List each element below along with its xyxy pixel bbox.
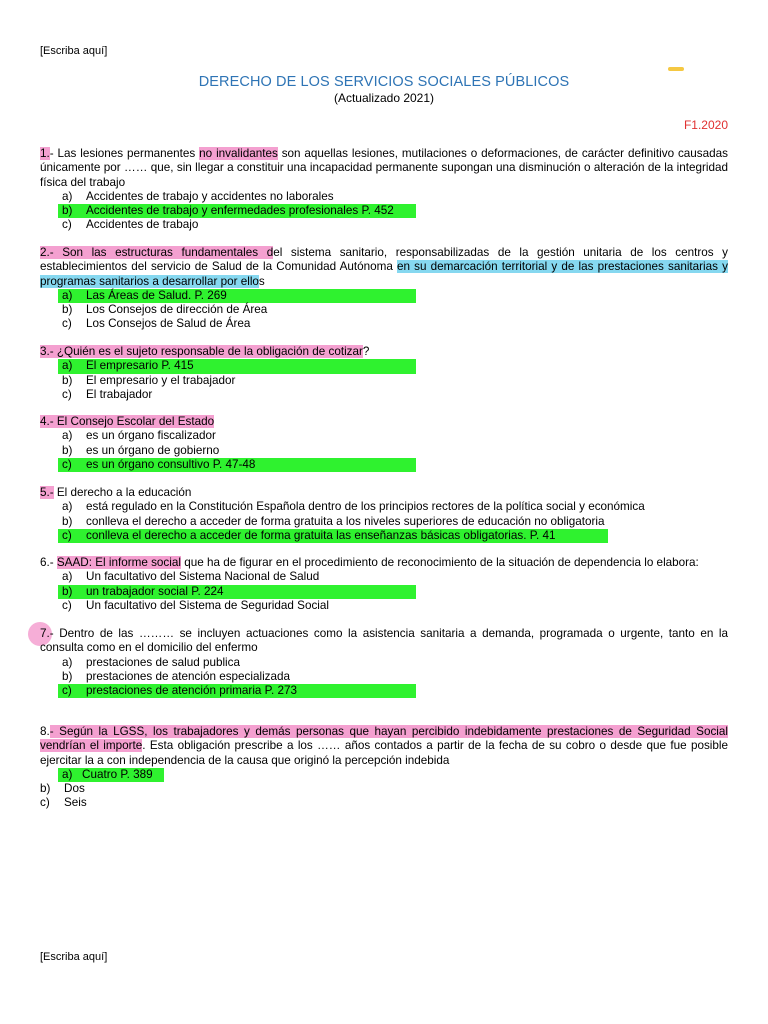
option-a: a) está regulado en la Constitución Española dentro de los principios rectores de la política social y económica	[62, 500, 645, 514]
option-b: b) Dos	[40, 782, 85, 796]
option-b: b) Los Consejos de dirección de Área	[62, 303, 268, 317]
question-number: 1.	[40, 147, 50, 160]
question-text: 3.- ¿Quién es el sujeto responsable de la obligación de cotizar?	[40, 345, 370, 358]
option-c-correct: c) prestaciones de atención primaria P. 273	[58, 684, 416, 698]
options-list	[40, 570, 728, 613]
option-a-correct: a) Cuatro P. 389	[58, 768, 164, 782]
options-list	[40, 500, 728, 543]
options-list	[40, 656, 728, 699]
question-1	[40, 147, 728, 233]
question-2	[40, 246, 728, 332]
question-8	[40, 725, 728, 811]
option-c: c) Los Consejos de Salud de Área	[62, 317, 251, 331]
option-a: a) prestaciones de salud publica	[62, 655, 240, 669]
question-text	[40, 415, 728, 429]
option-a: a) es un órgano fiscalizador	[62, 429, 216, 443]
question-text: 1.- Las lesiones permanentes no invalidantes son aquellas lesiones, mutilaciones o deformaciones, de carácter definitivo causadas únicamente por …… que, sin llegar a constituir una incapacidad permanente supongan una disminución o alteración de la integridad física del trabajo	[40, 147, 728, 189]
option-b: b) es un órgano de gobierno	[62, 443, 220, 457]
highlighted-text: - Según la LGSS, los trabajadores y demás personas que hayan percibido indebidamente prestaciones de Seguridad Social vendrían el importe	[40, 725, 728, 753]
option-c: c) Seis	[40, 796, 87, 810]
option-a-correct: a) Las Áreas de Salud. P. 269	[58, 289, 416, 303]
question-number: 5.-	[40, 486, 54, 499]
option-c: c) Accidentes de trabajo	[62, 218, 199, 232]
question-text: 5.- El derecho a la educación	[40, 486, 192, 499]
page-header: [Escriba aquí]	[40, 45, 108, 57]
option-a: a) Accidentes de trabajo y accidentes no laborales	[62, 189, 334, 203]
option-b-correct: b) Accidentes de trabajo y enfermedades profesionales P. 452	[58, 204, 416, 218]
highlighter-mark	[668, 67, 684, 71]
option-b-correct: b) un trabajador social P. 224	[58, 585, 416, 599]
highlighted-text-blue: en su demarcación territorial y de las prestaciones sanitarias y programas sanitarios a desarrollar por ello	[40, 260, 728, 288]
question-text: 8.- Según la LGSS, los trabajadores y demás personas que hayan percibido indebidamente prestaciones de Seguridad Social vendrían el importe. Esta obligación prescribe a los …… años contados a partir de la fecha de su cobro o desde que fue posible ejercitar la a con independencia de la causa que originó la percepción indebida	[40, 725, 728, 767]
question-text: 2.- Son las estructuras fundamentales del sistema sanitario, responsabilizadas de la gestión unitaria de los centros y establecimientos del servicio de Salud de la Comunidad Autónoma en su demarcación territorial y de las prestaciones sanitarias y programas sanitarios a desarrollar por ellos	[40, 246, 729, 288]
option-b: b) prestaciones de atención especializada	[62, 669, 291, 683]
highlighted-text: 2.- Son las estructuras fundamentales d	[40, 246, 274, 259]
question-4	[40, 415, 728, 472]
option-c: c) Un facultativo del Sistema de Seguridad Social	[62, 598, 329, 612]
options-list	[40, 429, 728, 472]
option-b: b) El empresario y el trabajador	[62, 373, 236, 387]
option-a: a) Un facultativo del Sistema Nacional de Salud	[62, 570, 320, 584]
question-text: 6.- SAAD: El informe social que ha de figurar en el procedimiento de reconocimiento de la situación de dependencia lo elabora:	[40, 556, 699, 569]
document-title: DERECHO DE LOS SERVICIOS SOCIALES PÚBLICOS	[198, 74, 570, 90]
highlighted-text: 3.- ¿Quién es el sujeto responsable de la obligación de cotizar	[40, 345, 363, 358]
options-list	[40, 289, 728, 332]
option-c-correct: c) es un órgano consultivo P. 47-48	[58, 458, 416, 472]
document-subtitle: (Actualizado 2021)	[333, 91, 435, 105]
option-c: c) El trabajador	[62, 387, 153, 401]
option-a-correct: a) El empresario P. 415	[58, 359, 416, 373]
highlighted-text: SAAD: El informe social	[56, 556, 181, 569]
highlighted-text: 4.- El Consejo Escolar del Estado	[40, 415, 215, 428]
page-footer: [Escriba aquí]	[40, 951, 108, 963]
options-list	[40, 190, 728, 233]
question-6	[40, 556, 728, 613]
options-list	[40, 768, 728, 811]
options-list	[40, 359, 728, 402]
question-5	[40, 486, 728, 543]
highlighted-text: no invalidantes	[199, 147, 278, 160]
option-c-correct: c) conlleva el derecho a acceder de forma gratuita las enseñanzas básicas obligatorias. P. 41	[58, 529, 608, 543]
document-code: F1.2020	[683, 118, 728, 132]
option-b: b) conlleva el derecho a acceder de forma gratuita a los niveles superiores de educación no obligatoria	[62, 514, 605, 528]
question-3	[40, 345, 728, 402]
question-text: 7.- Dentro de las ……… se incluyen actuaciones como la asistencia sanitaria a demanda, programada o urgente, tanto en la consulta como en el domicilio del enfermo	[40, 627, 728, 655]
question-7	[40, 627, 728, 698]
